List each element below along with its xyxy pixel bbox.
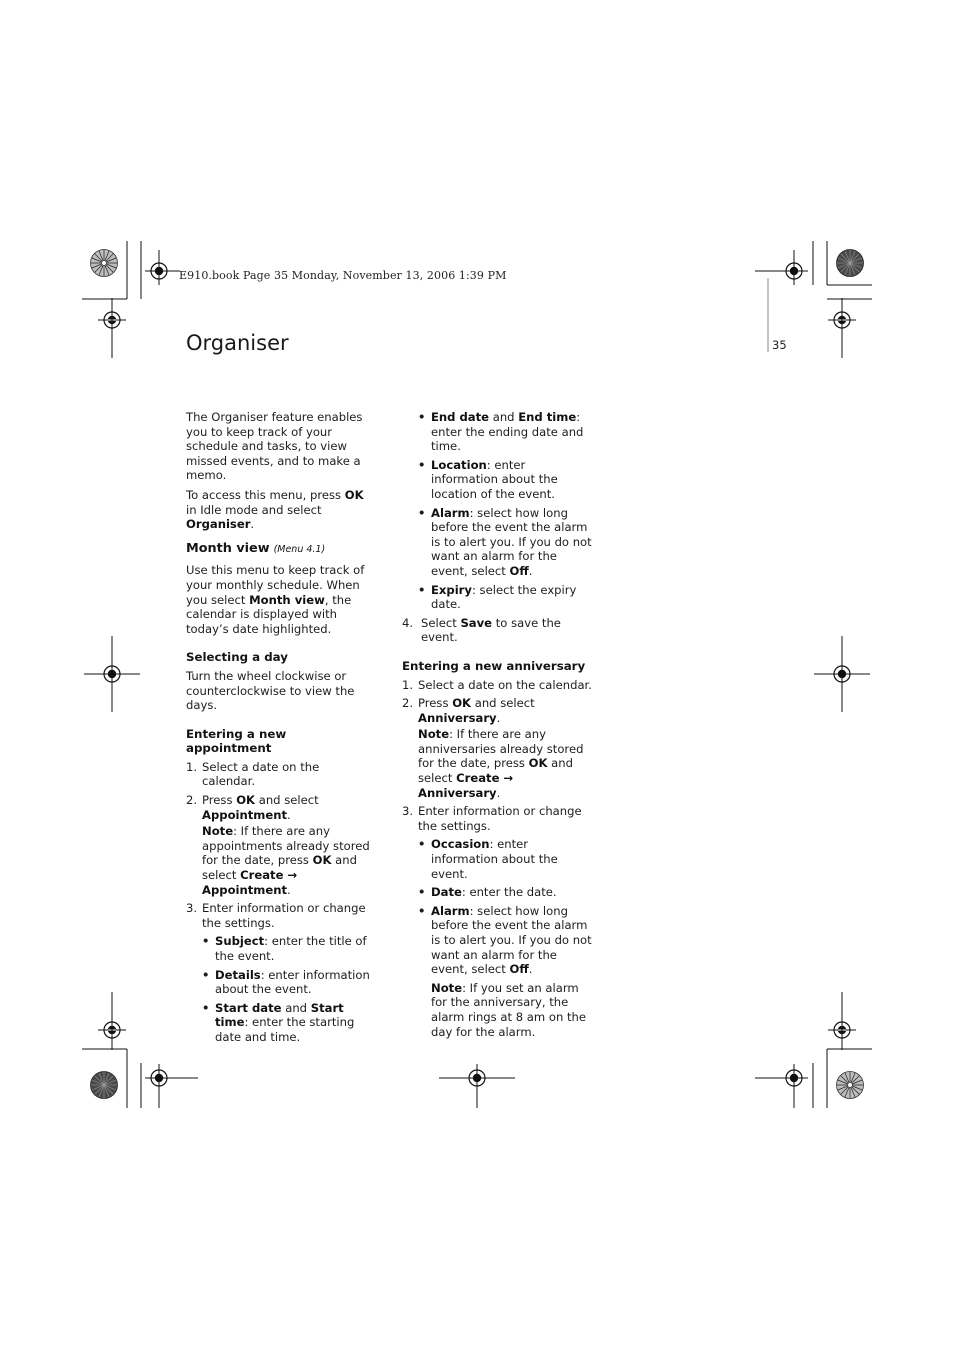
- list-item: [200, 1001, 370, 1045]
- text-run: Select a date on the calendar.: [202, 759, 320, 789]
- step-number: 3.: [186, 901, 198, 916]
- step-item: [402, 678, 592, 693]
- text-run: .: [496, 710, 501, 725]
- emphasis-text: Note: [431, 980, 463, 995]
- step-number: 1.: [186, 759, 198, 774]
- text-run: : select the expiry date.: [431, 582, 577, 612]
- list-item: [416, 583, 592, 612]
- text-run: Enter information or change the settings.: [418, 804, 582, 833]
- text-run: and select: [418, 756, 573, 786]
- emphasis-text: Details: [215, 967, 261, 982]
- text-run: and select: [202, 853, 357, 883]
- step-text: [202, 901, 370, 930]
- note-text: [418, 727, 592, 800]
- text-run: .: [287, 882, 291, 897]
- emphasis-text: Note: [418, 727, 450, 742]
- subheading-selecting-day: Selecting a day: [186, 650, 288, 665]
- text-run: .: [496, 785, 501, 800]
- text-run: : enter the date.: [461, 885, 557, 900]
- text-run: : enter information about the event.: [431, 837, 558, 881]
- intro-paragraph: [186, 410, 370, 483]
- step-text: [202, 793, 370, 822]
- emphasis-text: OK: [344, 487, 364, 502]
- text-run: .: [287, 807, 291, 822]
- text-run: .: [528, 563, 533, 578]
- list-item: [416, 458, 592, 502]
- emphasis-text: Appointment: [202, 807, 288, 822]
- month-view-paragraph: [186, 563, 370, 636]
- subheading-new-appointment: Entering a new appointment: [186, 726, 287, 756]
- text-run: : select how long before the event the alarm is to alert you. If you do not want an alarm for the event, select: [431, 903, 592, 977]
- text-run: : If there are any appointments already stored for the date, press: [202, 824, 370, 868]
- note-text: [402, 981, 592, 1039]
- list-item: [416, 885, 592, 900]
- appointment-steps: [186, 760, 370, 1045]
- text-run: : select how long before the event the alarm is to alert you. If you do not want an alarm for the event, select: [431, 505, 592, 578]
- emphasis-text: Organiser: [186, 517, 251, 532]
- text-run: : enter information about the event.: [215, 967, 370, 997]
- emphasis-text: Note: [202, 824, 234, 839]
- anniversary-steps: [402, 678, 592, 1040]
- emphasis-text: End date: [431, 410, 490, 424]
- emphasis-text: Create → Anniversary: [418, 771, 514, 800]
- list-item: [416, 837, 592, 881]
- list-item: [200, 934, 370, 963]
- step-item: [402, 616, 592, 645]
- step-text: [421, 616, 592, 645]
- step-text: [418, 804, 592, 833]
- text-run: : If there are any anniversaries already stored for the date, press: [418, 727, 584, 771]
- step-number: 1.: [402, 677, 414, 692]
- access-paragraph: [186, 488, 370, 532]
- emphasis-text: Alarm: [431, 903, 470, 918]
- text-run: and: [281, 1000, 311, 1015]
- emphasis-text: Save: [460, 615, 493, 630]
- emphasis-text: Month view: [249, 592, 325, 607]
- step-item: [402, 804, 592, 833]
- text-run: Select: [421, 615, 461, 630]
- emphasis-text: Location: [431, 457, 487, 472]
- page-number: 35: [772, 338, 787, 352]
- step-number: 4.: [402, 615, 414, 630]
- text-run: : enter information about the location of the event.: [431, 457, 558, 501]
- emphasis-text: Create → Appointment: [202, 868, 298, 897]
- emphasis-text: End time: [518, 410, 577, 424]
- menu-reference: (Menu 4.1): [273, 543, 326, 555]
- emphasis-text: Expiry: [431, 582, 472, 597]
- list-item: [200, 968, 370, 997]
- text-run: : enter the title of the event.: [215, 934, 367, 963]
- emphasis-text: Off: [509, 962, 529, 977]
- text-run: Press: [202, 793, 237, 808]
- text-run: To access this menu, press: [186, 487, 345, 502]
- step-item: [402, 696, 592, 800]
- appointment-fields-list: [186, 934, 370, 1044]
- text-run: .: [250, 517, 255, 532]
- emphasis-text: OK: [528, 756, 548, 771]
- right-column: [402, 410, 592, 1043]
- emphasis-text: Start date: [215, 1000, 282, 1015]
- step-text: [418, 696, 592, 725]
- text-run: .: [528, 962, 533, 977]
- emphasis-text: Start time: [215, 1000, 344, 1030]
- section-heading-month-view: [186, 542, 370, 558]
- emphasis-text: Subject: [215, 934, 265, 949]
- text-run: and select: [471, 696, 535, 711]
- text-run: Enter information or change the settings.: [202, 901, 366, 930]
- emphasis-text: Date: [431, 885, 462, 900]
- step-item: [186, 793, 370, 897]
- text-run: Select a date on the calendar.: [418, 677, 592, 692]
- list-item: [416, 904, 592, 977]
- emphasis-text: Alarm: [431, 505, 470, 520]
- emphasis-text: Anniversary: [418, 710, 497, 725]
- text-run: in Idle mode and select: [186, 502, 322, 517]
- step-number: 2.: [402, 696, 414, 711]
- text-run: Use this menu to keep track of your monthly schedule. When you select: [186, 563, 365, 607]
- subheading-new-anniversary: Entering a new anniversary: [402, 658, 586, 673]
- text-run: : enter the ending date and time.: [431, 410, 584, 454]
- step-number: 3.: [402, 804, 414, 819]
- step-item: [186, 760, 370, 789]
- text-run: : If you set an alarm for the anniversary, the alarm rings at 8 am on the day for the alarm.: [431, 980, 587, 1039]
- selecting-day-paragraph: [186, 669, 370, 713]
- emphasis-text: Occasion: [431, 837, 490, 852]
- text-run: and: [489, 410, 519, 424]
- print-slug: E910.book Page 35 Monday, November 13, 2006 1:39 PM: [179, 269, 507, 282]
- step-item: [186, 901, 370, 930]
- emphasis-text: Off: [509, 563, 529, 578]
- note-text: [202, 824, 370, 897]
- page-title: Organiser: [186, 331, 289, 355]
- emphasis-text: OK: [452, 696, 472, 711]
- text-run: and select: [255, 793, 319, 808]
- step-text: [202, 760, 370, 789]
- month-view-heading: Month view: [186, 540, 270, 556]
- text-run: The Organiser feature enables you to keep track of your schedule and tasks, to view missed events, and to make a memo.: [186, 410, 363, 483]
- text-run: Press: [418, 696, 453, 711]
- text-run: Turn the wheel clockwise or counterclockwise to view the days.: [186, 668, 355, 713]
- anniversary-fields-list: [402, 837, 592, 976]
- appointment-fields-list-continued: [402, 410, 592, 612]
- emphasis-text: OK: [312, 853, 332, 868]
- step-number: 2.: [186, 793, 198, 808]
- left-column: [186, 410, 370, 1049]
- emphasis-text: OK: [236, 793, 256, 808]
- text-run: : enter the starting date and time.: [215, 1015, 355, 1044]
- text-run: , the calendar is displayed with today’s date highlighted.: [186, 592, 352, 636]
- list-item: [416, 410, 592, 454]
- list-item: [416, 506, 592, 579]
- text-run: to save the event.: [421, 615, 561, 645]
- step-text: [418, 678, 592, 693]
